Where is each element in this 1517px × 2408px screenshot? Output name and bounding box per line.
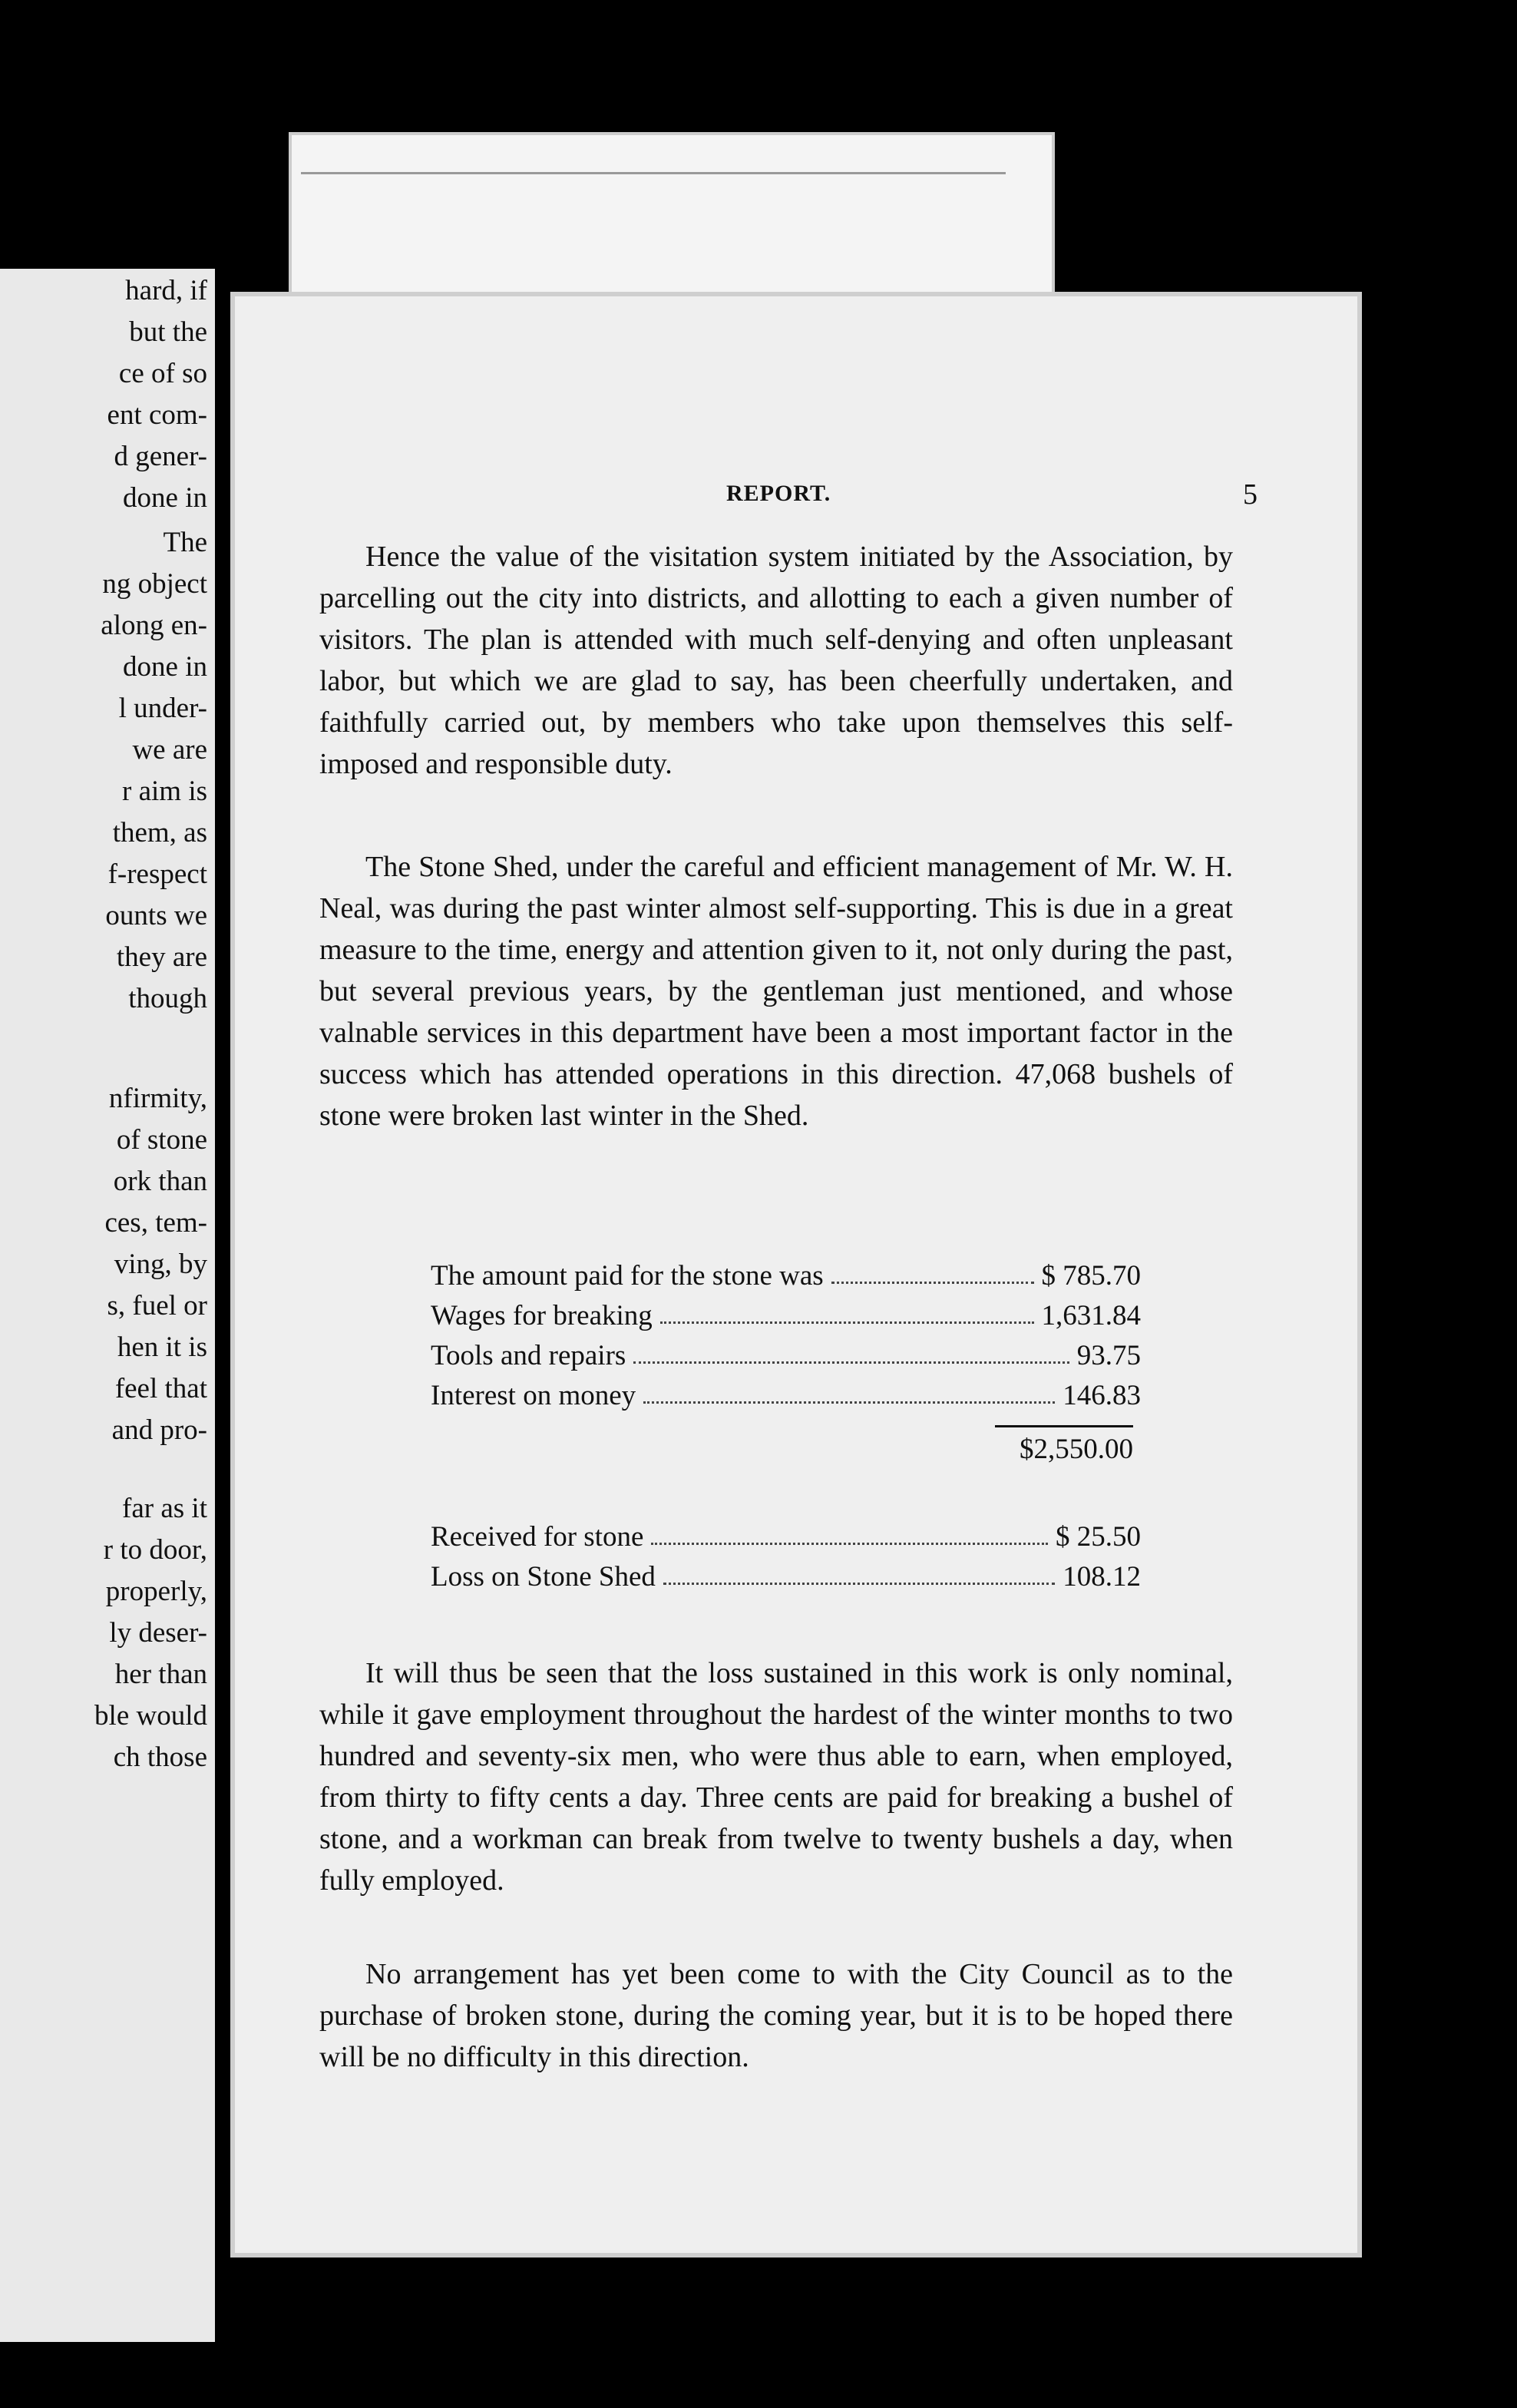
ledger-row xyxy=(431,1336,1141,1376)
ledger-row xyxy=(431,1376,1141,1416)
paragraph-employment xyxy=(319,1652,1233,1901)
paragraph-stone-shed xyxy=(319,846,1233,1136)
ledger-label: Received for stone xyxy=(431,1521,644,1553)
left-page-line: ch those xyxy=(113,1742,207,1773)
ledger-row xyxy=(431,1517,1141,1557)
ledger-amount: 1,631.84 xyxy=(1041,1300,1141,1331)
left-page-line: but the xyxy=(129,316,207,348)
leader-dots xyxy=(633,1336,1069,1364)
leader-dots xyxy=(643,1376,1055,1404)
left-page-line: of stone xyxy=(116,1124,207,1156)
left-page-line: they are xyxy=(116,941,207,973)
paragraph-council xyxy=(319,1953,1233,2078)
leader-dots xyxy=(831,1256,1034,1284)
left-page-line: done in xyxy=(123,651,207,683)
paragraph-3: It will thus be seen that the loss sustained in this work is only nominal, while it gave employment throughout the hardest of the winter months to two hundred and seventy-six men, who were thus able to earn, when employed, from thirty to fifty cents a day. Three cents are paid for breaking a bushel of stone, and a workman can break from twelve to twenty bushels a day, when fully employed. xyxy=(319,1657,1233,1897)
left-page-line: done in xyxy=(123,482,207,514)
sum-rule xyxy=(995,1425,1133,1427)
left-page-line: ble would xyxy=(94,1700,207,1732)
left-page-line: hen it is xyxy=(117,1331,207,1363)
ledger-amount: $ 785.70 xyxy=(1041,1260,1141,1292)
left-page-line: ent com- xyxy=(107,399,207,431)
left-page-line: her than xyxy=(114,1659,207,1690)
ledger-amount: 146.83 xyxy=(1063,1380,1141,1411)
ledger-label: The amount paid for the stone was xyxy=(431,1260,824,1292)
paper-slip xyxy=(289,132,1055,304)
paragraph-2: The Stone Shed, under the careful and efficient management of Mr. W. H. Neal, was during the past winter almost self-supporting. This is due in a great measure to the time, energy and attention given to it, not only during the past, but several previous years, by the gentleman just mentioned, and whose valnable services in this department have been a most important factor in the success which has attended operations in this direction. 47,068 bushels of stone were broken last winter in the Shed. xyxy=(319,851,1233,1132)
page-number: 5 xyxy=(1243,478,1258,511)
ledger-row xyxy=(431,1296,1141,1336)
ledger-label: Interest on money xyxy=(431,1380,636,1411)
running-head: REPORT. xyxy=(726,481,831,506)
paragraph-visitation xyxy=(319,536,1233,785)
ledger-total: $2,550.00 xyxy=(1020,1434,1133,1465)
left-page-line: s, fuel or xyxy=(107,1290,207,1321)
paragraph-1: Hence the value of the visitation system initiated by the Association, by parcelling out the city into districts, and allotting to each a given number of visitors. The plan is attended with much self-denying and often unpleasant labor, but which we are glad to say, has been cheerfully undertaken, and faithfully carried out, by members who take upon themselves this self-imposed and responsible duty. xyxy=(319,541,1233,780)
adjacent-page-strip xyxy=(0,269,215,2342)
ledger-row xyxy=(431,1557,1141,1597)
left-page-line: far as it xyxy=(122,1493,207,1524)
left-page-line: properly, xyxy=(105,1576,207,1607)
expense-ledger xyxy=(431,1256,1141,1465)
left-page-line: d gener- xyxy=(114,441,207,472)
left-page-line: and pro- xyxy=(111,1414,207,1446)
left-page-line: ces, tem- xyxy=(104,1207,207,1239)
left-page-line: nfirmity, xyxy=(108,1083,207,1114)
ledger-label: Tools and repairs xyxy=(431,1340,626,1371)
ledger-amount: $ 25.50 xyxy=(1056,1521,1141,1553)
left-page-line: them, as xyxy=(112,817,207,848)
slip-edge xyxy=(301,149,1006,174)
left-page-line: hard, if xyxy=(125,275,207,306)
left-page-line: ounts we xyxy=(105,900,207,931)
ledger-label: Wages for breaking xyxy=(431,1300,653,1331)
ledger-amount: 93.75 xyxy=(1076,1340,1141,1371)
left-page-line: feel that xyxy=(114,1373,207,1404)
left-page-line: though xyxy=(128,983,207,1014)
ledger-row xyxy=(431,1256,1141,1296)
left-page-line: r to door, xyxy=(103,1534,207,1566)
document-page xyxy=(230,292,1362,2258)
leader-dots xyxy=(651,1517,1048,1545)
leader-dots xyxy=(660,1296,1034,1324)
left-page-line: l under- xyxy=(118,693,207,724)
ledger-label: Loss on Stone Shed xyxy=(431,1561,656,1593)
left-page-line: The xyxy=(163,527,207,558)
left-page-line: ly deser- xyxy=(109,1617,207,1649)
leader-dots xyxy=(663,1557,1055,1585)
left-page-line: along en- xyxy=(101,610,207,641)
left-page-line: f-respect xyxy=(107,858,207,890)
left-page-line: ng object xyxy=(102,568,207,600)
paragraph-4: No arrangement has yet been come to with the City Council as to the purchase of broken stone, during the coming year, but it is to be hoped there will be no difficulty in this direction. xyxy=(319,1958,1233,2073)
left-page-line: ving, by xyxy=(114,1249,207,1280)
page-header xyxy=(235,478,1357,519)
left-page-line: we are xyxy=(132,734,207,766)
ledger-amount: 108.12 xyxy=(1063,1561,1141,1593)
left-page-line: ork than xyxy=(113,1166,207,1197)
left-page-line: r aim is xyxy=(122,776,207,807)
receipts-ledger xyxy=(431,1517,1141,1597)
left-page-line: ce of so xyxy=(118,358,207,389)
